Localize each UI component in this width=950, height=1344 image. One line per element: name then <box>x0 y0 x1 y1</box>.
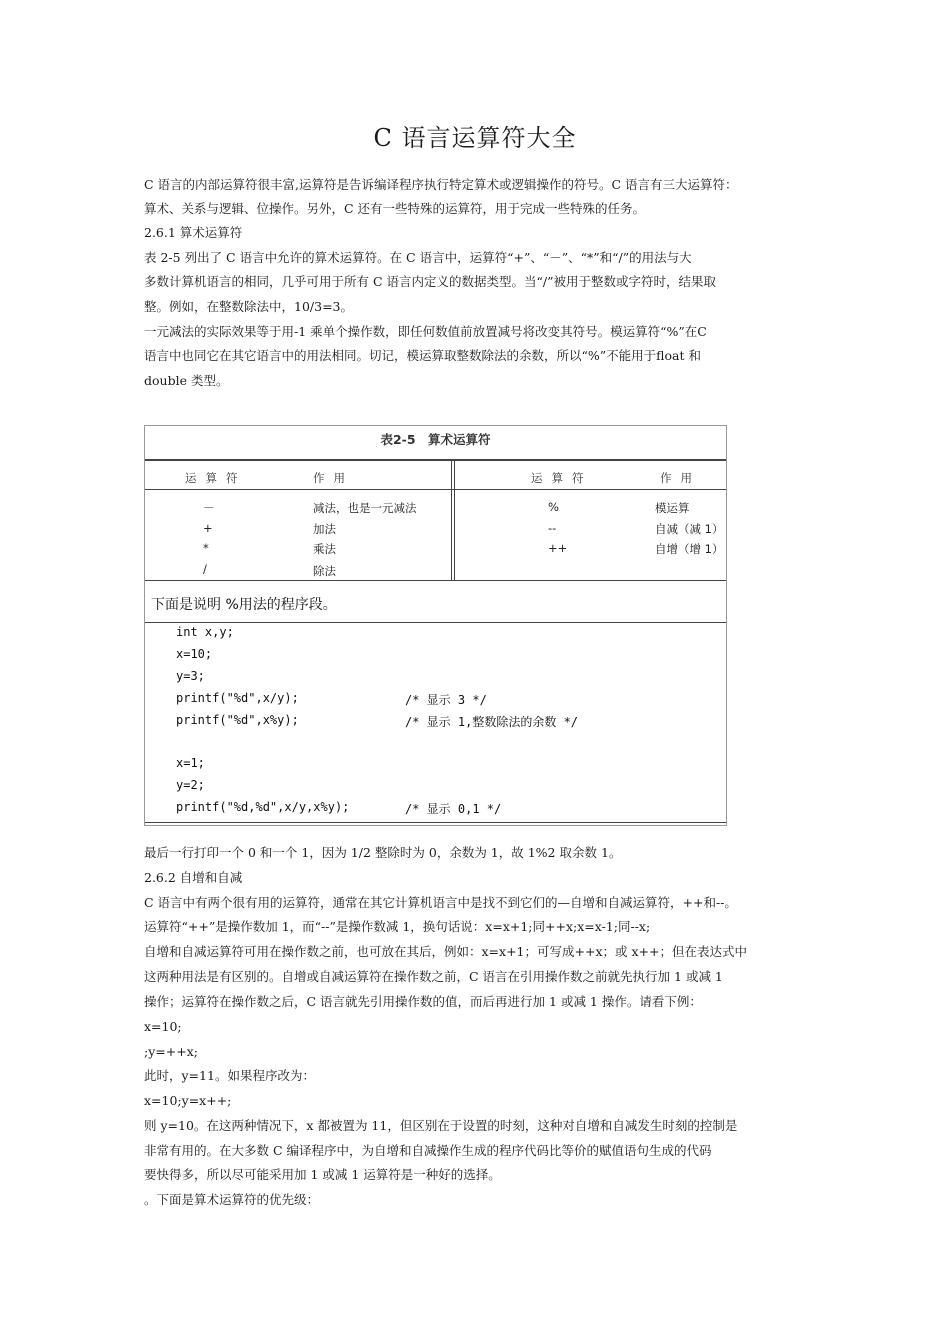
body-line: 。下面是算术运算符的优先级： <box>144 1192 320 1207</box>
code-bottom-rule <box>145 822 726 823</box>
body-line: 操作；运算符在操作数之后，C 语言就先引用操作数的值，而后再进行加 1 或减 1 操作。请看下例： <box>144 994 702 1009</box>
body-line: C 语言中有两个很有用的运算符，通常在其它计算机语言中是找不到它们的—自增和自减运算符，++和--。 <box>144 895 737 910</box>
header-operator-left: 运算符 <box>185 471 247 485</box>
operator-plus: + <box>203 521 213 535</box>
operator-table-figure <box>144 425 727 826</box>
body-line: 此时，y=11。如果程序改为： <box>144 1068 315 1083</box>
column-divider <box>451 459 452 580</box>
body-line: x=10;y=x++; <box>144 1093 232 1108</box>
operator-divide: / <box>203 562 207 576</box>
code-line: x=10; <box>176 647 213 661</box>
body-line: 自增和自减运算符可用在操作数之前，也可放在其后，例如：x=x+1；可写成++x；或 x++；但在表达式中 <box>144 944 747 959</box>
program-note: 下面是说明 %用法的程序段。 <box>151 597 337 613</box>
body-line: 最后一行打印一个 0 和一个 1，因为 1/2 整除时为 0，余数为 1，故 1%2 取余数 1。 <box>144 845 622 860</box>
intro-line: 一元减法的实际效果等于用-1 乘单个操作数，即任何数值前放置减号将改变其符号。模运算符“%”在C <box>144 324 707 339</box>
body-line: 这两种用法是有区别的。自增或自减运算符在操作数之前，C 语言在引用操作数之前就先执行加 1 或减 1 <box>144 969 723 984</box>
body-line: 非常有用的。在大多数 C 编译程序中，为自增和自减操作生成的程序代码比等价的赋值语句生成的代码 <box>144 1143 712 1158</box>
intro-line: double 类型。 <box>144 373 229 388</box>
operator-minus: － <box>203 501 215 515</box>
code-top-rule <box>145 622 726 623</box>
operator-modulo: % <box>548 500 559 514</box>
intro-line: 语言中也同它在其它语言中的用法相同。切记，模运算取整数除法的余数，所以“%”不能用于float 和 <box>144 348 701 363</box>
section-heading-2-6-1: 2.6.1 算术运算符 <box>144 225 243 240</box>
operator-increment: ++ <box>548 541 568 555</box>
code-comment: /* 显示 1,整数除法的余数 */ <box>405 715 579 729</box>
usage-minus: 减法，也是一元减法 <box>313 501 417 515</box>
table-top-rule <box>145 459 726 461</box>
code-line: int x,y; <box>176 625 234 639</box>
table-bottom-rule <box>145 580 726 581</box>
header-usage-left: 作用 <box>313 471 354 485</box>
document-title: C 语言运算符大全 <box>373 124 577 152</box>
code-comment: /* 显示 0,1 */ <box>405 802 502 816</box>
intro-line: C 语言的内部运算符很丰富,运算符是告诉编译程序执行特定算术或逻辑操作的符号。C 语言有三大运算符： <box>144 177 738 192</box>
body-line: 要快得多，所以尽可能采用加 1 或减 1 运算符是一种好的选择。 <box>144 1167 501 1182</box>
body-line: 运算符“++”是操作数加 1，而“--”是操作数减 1，换句话说：x=x+1;同++x;x=x-1;同--x; <box>144 919 651 934</box>
operator-multiply: * <box>203 541 209 555</box>
body-line: x=10; <box>144 1019 182 1034</box>
body-line: ;y=++x; <box>144 1044 198 1059</box>
code-line: y=2; <box>176 778 205 792</box>
intro-line: 多数计算机语言的相同，几乎可用于所有 C 语言内定义的数据类型。当“/”被用于整数或字符时，结果取 <box>144 274 717 289</box>
code-line: printf("%d",x/y); <box>176 691 299 705</box>
code-comment: /* 显示 3 */ <box>405 693 487 707</box>
section-heading-2-6-2: 2.6.2 自增和自减 <box>144 870 243 885</box>
intro-line: 整。例如，在整数除法中，10/3=3。 <box>144 299 353 314</box>
intro-line: 表 2-5 列出了 C 语言中允许的算术运算符。在 C 语言中，运算符“+”、“－”、“*”和“/”的用法与大 <box>144 250 692 265</box>
table-caption: 表2-5 算术运算符 <box>380 432 491 447</box>
usage-plus: 加法 <box>313 522 336 536</box>
column-divider <box>454 459 455 580</box>
code-line: x=1; <box>176 756 205 770</box>
operator-decrement: -- <box>548 521 557 535</box>
header-usage-right: 作用 <box>660 471 701 485</box>
usage-decrement: 自减（减 1） <box>655 522 724 536</box>
header-rule <box>145 489 726 490</box>
intro-line: 算术、关系与逻辑、位操作。另外，C 还有一些特殊的运算符，用于完成一些特殊的任务。 <box>144 201 646 216</box>
body-line: 则 y=10。在这两种情况下，x 都被置为 11，但区别在于设置的时刻，这种对自增和自减发生时刻的控制是 <box>144 1118 738 1133</box>
code-line: printf("%d",x%y); <box>176 713 299 727</box>
usage-divide: 除法 <box>313 564 336 578</box>
usage-multiply: 乘法 <box>313 542 336 556</box>
usage-modulo: 模运算 <box>655 501 690 515</box>
code-line: printf("%d,%d",x/y,x%y); <box>176 800 350 814</box>
header-operator-right: 运算符 <box>531 471 593 485</box>
code-line: y=3; <box>176 669 205 683</box>
usage-increment: 自增（增 1） <box>655 542 724 556</box>
